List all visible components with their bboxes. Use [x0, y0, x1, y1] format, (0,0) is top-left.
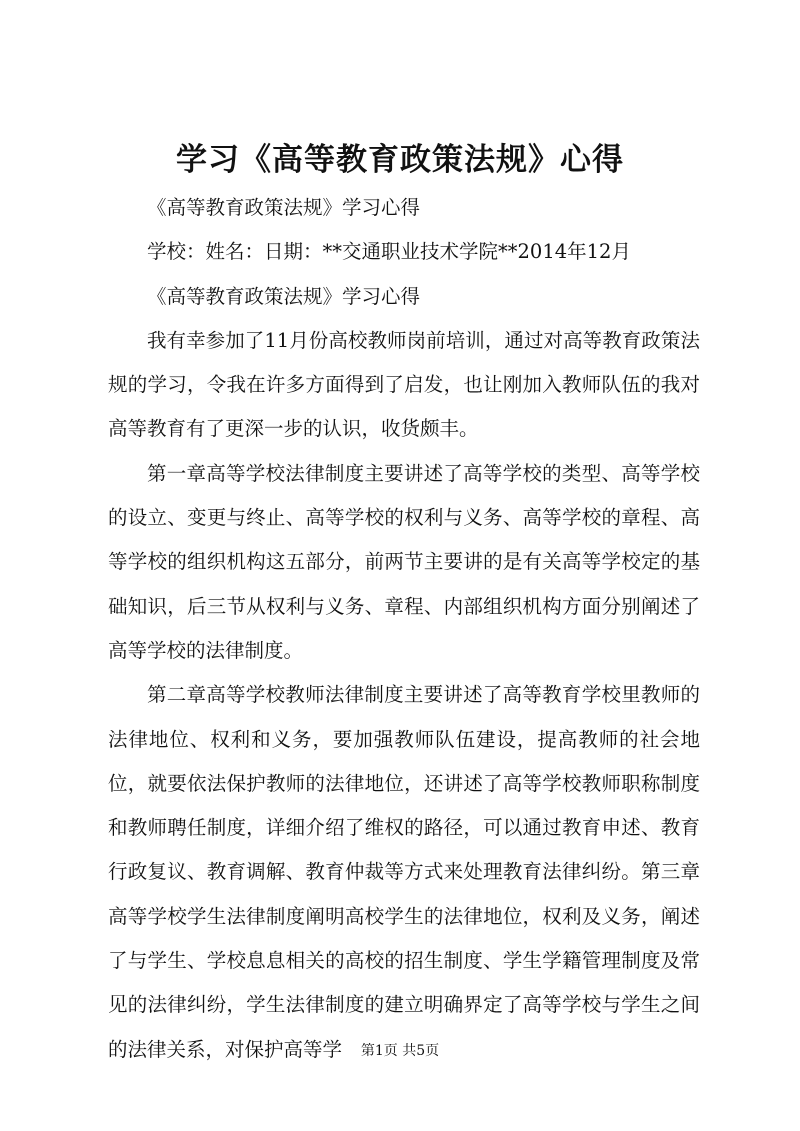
page-footer: 第1页 共5页: [360, 1043, 440, 1059]
chapter-one-paragraph: 第一章高等学校法律制度主要讲述了高等学校的类型、高等学校的设立、变更与终止、高等学校的权利与义务、高等学校的章程、高等学校的组织机构这五部分，前两节主要讲的是有关高等学校定的基础知识，后三节从权利与义务、章程、内部组织机构方面分别阐述了高等学校的法律制度。: [108, 461, 700, 662]
subtitle-paragraph: 《高等教育政策法规》学习心得: [147, 196, 421, 219]
document-title: 学习《高等教育政策法规》心得: [176, 142, 624, 178]
document-body: [108, 186, 700, 1072]
info-line-paragraph: 学校：姓名：日期：**交通职业技术学院**2014年12月: [147, 240, 631, 264]
subtitle-repeat-paragraph: 《高等教育政策法规》学习心得: [147, 284, 421, 308]
intro-paragraph: 我有幸参加了11月份高校教师岗前培训，通过对高等教育政策法规的学习，令我在许多方面得到了启发，也让刚加入教师队伍的我对高等教育有了更深一步的认识，收货颇丰。: [108, 328, 700, 441]
chapter-two-paragraph: 第二章高等学校教师法律制度主要讲述了高等教育学校里教师的法律地位、权利和义务，要加强教师队伍建设，提高教师的社会地位，就要依法保护教师的法律地位，还讲述了高等学校教师职称制度和教师聘任制度，详细介绍了维权的路径，可以通过教育申述、教育行政复议、教育调解、教育仲裁等方式来处理教育法律纠纷。第三章高等学校学生法律制度阐明高校学生的法律地位，权利及义务，阐述了与学生、学校息息相关的高校的招生制度、学生学籍管理制度及常见的法律纠纷，学生法律制度的建立明确界定了高等学校与学生之间的法律关系，对保护高等学: [108, 683, 700, 1061]
